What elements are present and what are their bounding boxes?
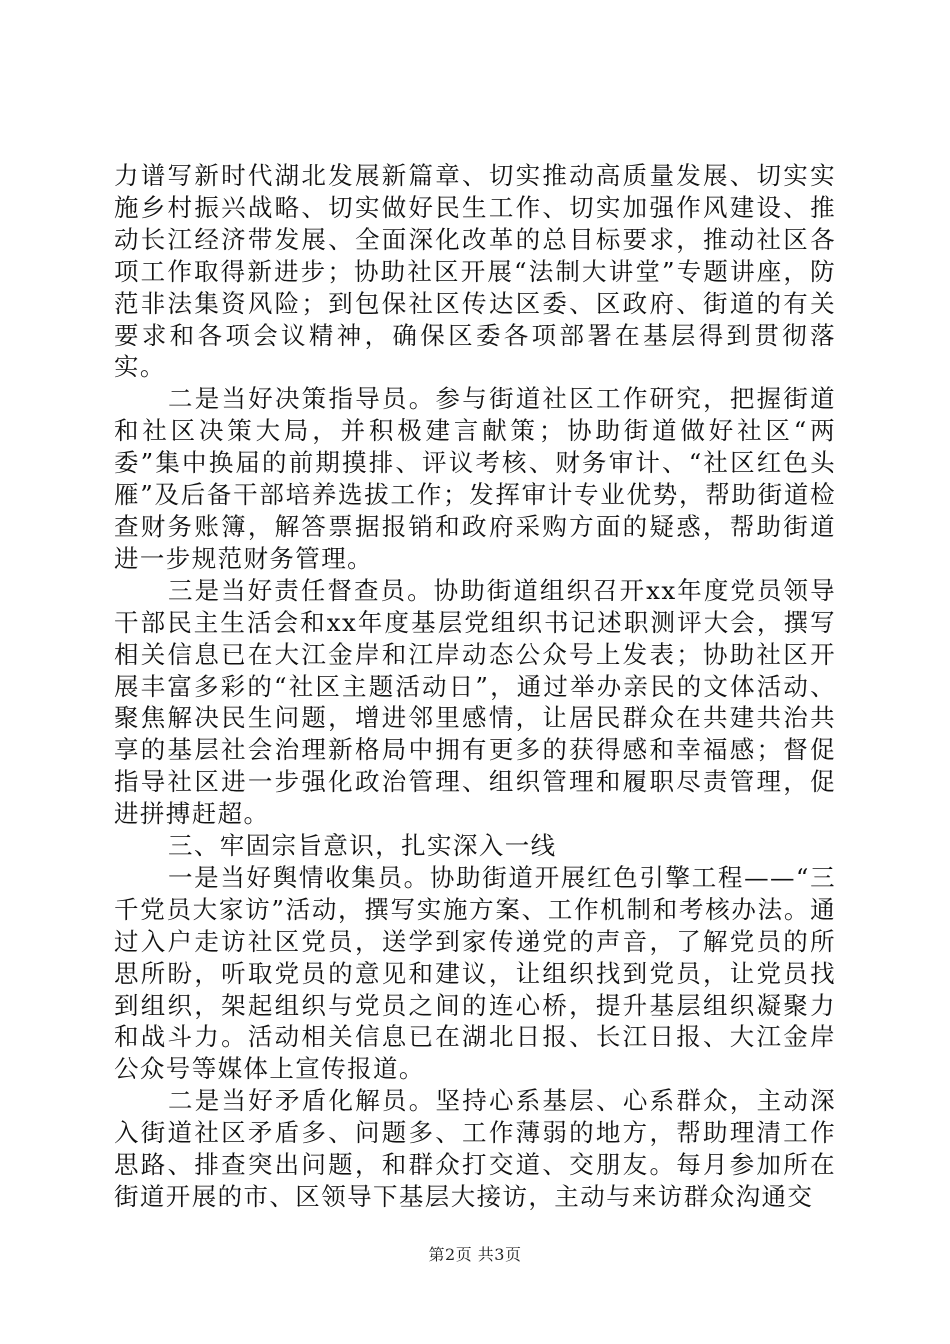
- body-text: [114, 160, 836, 1213]
- paragraph-continuation: 力谱写新时代湖北发展新篇章、切实推动高质量发展、切实实施乡村振兴战略、切实做好民生工作、切实加强作风建设、推动长江经济带发展、全面深化改革的总目标要求，推动社区各项工作取得新进步；协助社区开展“法制大讲堂”专题讲座，防范非法集资风险；到包保社区传达区委、区政府、街道的有关要求和各项会议精神，确保区委各项部署在基层得到贯彻落实。: [114, 161, 836, 382]
- page-number-footer: 第2页 共3页: [428, 1245, 522, 1264]
- paragraph-responsibility-supervisor: 三是当好责任督查员。协助街道组织召开xx年度党员领导干部民主生活会和xx年度基层党组织书记述职测评大会，撰写相关信息已在大江金岸和江岸动态公众号上发表；协助社区开展丰富多彩的“社区主题活动日”，通过举办亲民的文体活动、聚焦解决民生问题，增进邻里感情，让居民群众在共建共治共享的基层社会治理新格局中拥有更多的获得感和幸福感；督促指导社区进一步强化政治管理、组织管理和履职尽责管理，促进拼搏赶超。: [114, 575, 836, 829]
- paragraph-opinion-collector: 一是当好舆情收集员。协助街道开展红色引擎工程——“三千党员大家访”活动，撰写实施方案、工作机制和考核办法。通过入户走访社区党员，送学到家传递党的声音，了解党员的所思所盼，听取党员的意见和建议，让组织找到党员，让党员找到组织，架起组织与党员之间的连心桥，提升基层组织凝聚力和战斗力。活动相关信息已在湖北日报、长江日报、大江金岸公众号等媒体上宣传报道。: [114, 862, 836, 1084]
- section-heading: 三、牢固宗旨意识，扎实深入一线: [168, 831, 557, 861]
- paragraph-conflict-resolver: 二是当好矛盾化解员。坚持心系基层、心系群众，主动深入街道社区矛盾多、问题多、工作薄弱的地方，帮助理清工作思路、排查突出问题，和群众打交道、交朋友。每月参加所在街道开展的市、区领导下基层大接访，主动与来访群众沟通交: [114, 1086, 836, 1211]
- paragraph-decision-guide: 二是当好决策指导员。参与街道社区工作研究，把握街道和社区决策大局，并积极建言献策；协助街道做好社区“两委”集中换届的前期摸排、评议考核、财务审计、“社区红色头雁”及后备干部培养选拔工作；发挥审计专业优势，帮助街道检查财务账簿，解答票据报销和政府采购方面的疑惑，帮助街道进一步规范财务管理。: [114, 384, 836, 573]
